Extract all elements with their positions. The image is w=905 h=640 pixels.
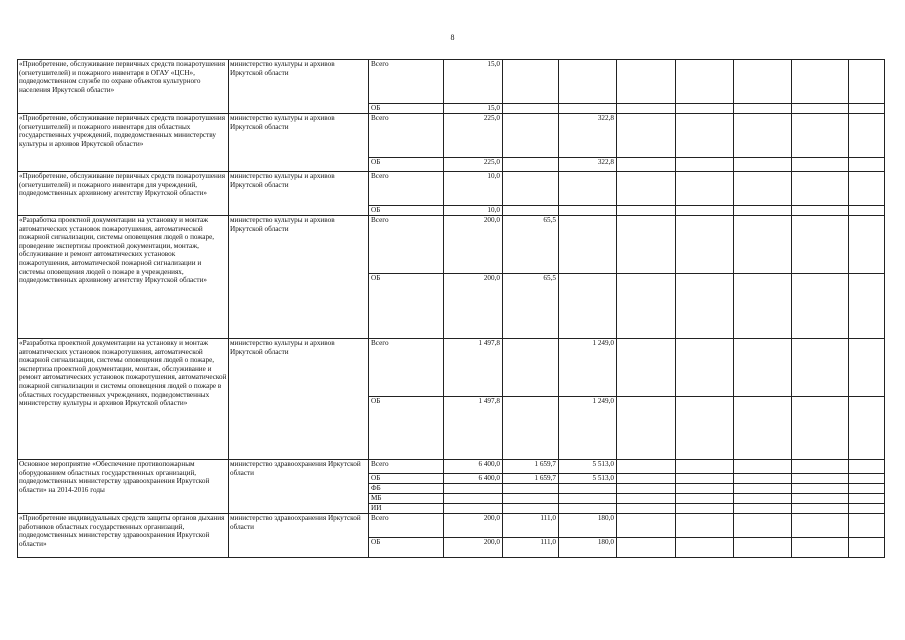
empty-cell xyxy=(617,206,676,216)
amount-cell-c3 xyxy=(559,172,617,206)
empty-cell xyxy=(849,494,885,504)
amount-cell-c1: 10,0 xyxy=(444,172,503,206)
empty-cell xyxy=(676,504,734,514)
empty-cell xyxy=(849,460,885,474)
empty-cell xyxy=(617,60,676,104)
empty-cell xyxy=(676,339,734,397)
empty-cell xyxy=(676,484,734,494)
empty-cell xyxy=(849,158,885,172)
amount-cell-c1: 225,0 xyxy=(444,158,503,172)
empty-cell xyxy=(792,538,849,558)
empty-cell xyxy=(734,172,792,206)
amount-cell-c2: 111,0 xyxy=(503,514,559,538)
empty-cell xyxy=(734,538,792,558)
funding-source-cell: ОБ xyxy=(369,104,444,114)
empty-cell xyxy=(676,460,734,474)
empty-cell xyxy=(676,172,734,206)
empty-cell xyxy=(849,538,885,558)
empty-cell xyxy=(849,504,885,514)
program-funding-table xyxy=(17,59,885,558)
empty-cell xyxy=(617,397,676,460)
empty-cell xyxy=(792,504,849,514)
executor-cell: министерство культуры и архивов Иркутской области xyxy=(229,60,369,114)
empty-cell xyxy=(792,206,849,216)
empty-cell xyxy=(849,60,885,104)
amount-cell-c3 xyxy=(559,60,617,104)
empty-cell xyxy=(676,216,734,274)
amount-cell-c3 xyxy=(559,504,617,514)
empty-cell xyxy=(676,397,734,460)
empty-cell xyxy=(734,104,792,114)
event-name-cell: «Приобретение, обслуживание первичных средств пожаротушения (огнетушителей) и пожарного инвентаря для учреждений, подведомственных архивному агентству Иркутской области» xyxy=(18,172,229,216)
empty-cell xyxy=(849,339,885,397)
empty-cell xyxy=(849,172,885,206)
empty-cell xyxy=(734,206,792,216)
empty-cell xyxy=(617,474,676,484)
funding-source-cell: Всего xyxy=(369,172,444,206)
event-name-cell: «Разработка проектной документации на установку и монтаж автоматических установок пожаротушения, автоматической пожарной сигнализации, системы оповещения людей о пожаре, проведение экспертизы проектной документации, монтаж, обслуживание и ремонт автоматических установок пожаротушения, автоматической пожарной сигнализации и системы оповещения людей о пожаре в учреждениях, подведомственных архивному агентству Иркутской области» xyxy=(18,216,229,339)
funding-source-cell: Всего xyxy=(369,60,444,104)
empty-cell xyxy=(734,484,792,494)
empty-cell xyxy=(617,504,676,514)
empty-cell xyxy=(792,474,849,484)
empty-cell xyxy=(676,538,734,558)
amount-cell-c1: 1 497,8 xyxy=(444,339,503,397)
empty-cell xyxy=(676,158,734,172)
amount-cell-c3: 180,0 xyxy=(559,538,617,558)
empty-cell xyxy=(734,114,792,158)
amount-cell-c1: 200,0 xyxy=(444,216,503,274)
empty-cell xyxy=(617,104,676,114)
funding-source-cell: Всего xyxy=(369,114,444,158)
empty-cell xyxy=(849,114,885,158)
empty-cell xyxy=(617,514,676,538)
funding-source-cell: МБ xyxy=(369,494,444,504)
empty-cell xyxy=(617,216,676,274)
funding-source-cell: ФБ xyxy=(369,484,444,494)
empty-cell xyxy=(792,339,849,397)
table-row xyxy=(18,172,885,206)
amount-cell-c2: 65,5 xyxy=(503,274,559,339)
event-name-cell: Основное мероприятие «Обеспечение противопожарным оборудованием областных государственных организаций, подведомственных министерству здравоохранения Иркутской области» на 2014-2016 годы xyxy=(18,460,229,514)
amount-cell-c1 xyxy=(444,494,503,504)
empty-cell xyxy=(617,172,676,206)
empty-cell xyxy=(617,494,676,504)
amount-cell-c1: 225,0 xyxy=(444,114,503,158)
amount-cell-c2 xyxy=(503,206,559,216)
amount-cell-c3: 5 513,0 xyxy=(559,460,617,474)
amount-cell-c2 xyxy=(503,172,559,206)
funding-source-cell: Всего xyxy=(369,514,444,538)
empty-cell xyxy=(617,460,676,474)
empty-cell xyxy=(734,474,792,484)
empty-cell xyxy=(676,274,734,339)
empty-cell xyxy=(676,114,734,158)
amount-cell-c3: 322,8 xyxy=(559,158,617,172)
empty-cell xyxy=(792,114,849,158)
executor-cell: министерство культуры и архивов Иркутской области xyxy=(229,339,369,460)
empty-cell xyxy=(734,158,792,172)
empty-cell xyxy=(792,460,849,474)
empty-cell xyxy=(792,514,849,538)
empty-cell xyxy=(734,274,792,339)
amount-cell-c1: 15,0 xyxy=(444,104,503,114)
funding-source-cell: ОБ xyxy=(369,206,444,216)
empty-cell xyxy=(617,274,676,339)
amount-cell-c1: 200,0 xyxy=(444,274,503,339)
table-row xyxy=(18,339,885,397)
amount-cell-c1: 200,0 xyxy=(444,514,503,538)
empty-cell xyxy=(792,397,849,460)
funding-source-cell: ОБ xyxy=(369,158,444,172)
executor-cell: министерство культуры и архивов Иркутской области xyxy=(229,216,369,339)
amount-cell-c1 xyxy=(444,504,503,514)
amount-cell-c3 xyxy=(559,206,617,216)
page-number: 8 xyxy=(450,33,455,42)
executor-cell: министерство культуры и архивов Иркутской области xyxy=(229,172,369,216)
funding-source-cell: Всего xyxy=(369,339,444,397)
funding-source-cell: ОБ xyxy=(369,274,444,339)
table-row xyxy=(18,460,885,474)
amount-cell-c3: 322,8 xyxy=(559,114,617,158)
amount-cell-c3: 180,0 xyxy=(559,514,617,538)
amount-cell-c2 xyxy=(503,104,559,114)
empty-cell xyxy=(792,494,849,504)
empty-cell xyxy=(676,206,734,216)
empty-cell xyxy=(849,206,885,216)
amount-cell-c2 xyxy=(503,504,559,514)
amount-cell-c2 xyxy=(503,158,559,172)
amount-cell-c2 xyxy=(503,484,559,494)
empty-cell xyxy=(676,474,734,484)
table-row xyxy=(18,60,885,104)
event-name-cell: «Разработка проектной документации на установку и монтаж автоматических установок пожаротушения, автоматической пожарной сигнализации, системы оповещения людей о пожаре, экспертиза проектной документации, монтаж, обслуживание и ремонт автоматических установок пожаротушения, автоматической пожарной сигнализации и системы оповещения людей о пожаре в областных государственных учреждениях, подведомственных министерству культуры и архивов Иркутской области» xyxy=(18,339,229,460)
empty-cell xyxy=(792,104,849,114)
amount-cell-c3: 5 513,0 xyxy=(559,474,617,484)
amount-cell-c1: 1 497,8 xyxy=(444,397,503,460)
amount-cell-c3 xyxy=(559,216,617,274)
empty-cell xyxy=(617,484,676,494)
empty-cell xyxy=(676,104,734,114)
amount-cell-c1: 6 400,0 xyxy=(444,460,503,474)
empty-cell xyxy=(849,484,885,494)
empty-cell xyxy=(849,514,885,538)
amount-cell-c3 xyxy=(559,484,617,494)
empty-cell xyxy=(676,514,734,538)
empty-cell xyxy=(849,216,885,274)
table-row xyxy=(18,216,885,274)
empty-cell xyxy=(617,339,676,397)
executor-cell: министерство здравоохранения Иркутской области xyxy=(229,514,369,558)
amount-cell-c2: 1 659,7 xyxy=(503,474,559,484)
executor-cell: министерство здравоохранения Иркутской области xyxy=(229,460,369,514)
amount-cell-c2 xyxy=(503,114,559,158)
empty-cell xyxy=(849,474,885,484)
empty-cell xyxy=(617,538,676,558)
empty-cell xyxy=(792,216,849,274)
funding-source-cell: ИИ xyxy=(369,504,444,514)
event-name-cell: «Приобретение индивидуальных средств защиты органов дыхания работников областных государственных организаций, подведомственных министерству здравоохранения Иркутской области» xyxy=(18,514,229,558)
amount-cell-c3 xyxy=(559,274,617,339)
empty-cell xyxy=(617,114,676,158)
amount-cell-c2: 1 659,7 xyxy=(503,460,559,474)
amount-cell-c3: 1 249,0 xyxy=(559,397,617,460)
empty-cell xyxy=(849,104,885,114)
empty-cell xyxy=(849,397,885,460)
amount-cell-c2 xyxy=(503,494,559,504)
table-row xyxy=(18,114,885,158)
amount-cell-c1 xyxy=(444,484,503,494)
table-row xyxy=(18,514,885,538)
amount-cell-c3 xyxy=(559,494,617,504)
empty-cell xyxy=(734,504,792,514)
amount-cell-c2 xyxy=(503,397,559,460)
amount-cell-c1: 6 400,0 xyxy=(444,474,503,484)
event-name-cell: «Приобретение, обслуживание первичных средств пожаротушения (огнетушителей) и пожарного инвентаря в ОГАУ «ЦСН», подведомственном службе по охране объектов культурного населения Иркутской области» xyxy=(18,60,229,114)
funding-source-cell: ОБ xyxy=(369,538,444,558)
empty-cell xyxy=(676,60,734,104)
empty-cell xyxy=(849,274,885,339)
empty-cell xyxy=(734,397,792,460)
amount-cell-c1: 10,0 xyxy=(444,206,503,216)
amount-cell-c2 xyxy=(503,339,559,397)
amount-cell-c1: 200,0 xyxy=(444,538,503,558)
empty-cell xyxy=(617,158,676,172)
empty-cell xyxy=(676,494,734,504)
amount-cell-c2: 65,5 xyxy=(503,216,559,274)
empty-cell xyxy=(734,514,792,538)
amount-cell-c2: 111,0 xyxy=(503,538,559,558)
empty-cell xyxy=(792,274,849,339)
funding-source-cell: Всего xyxy=(369,216,444,274)
amount-cell-c1: 15,0 xyxy=(444,60,503,104)
amount-cell-c3 xyxy=(559,104,617,114)
amount-cell-c3: 1 249,0 xyxy=(559,339,617,397)
empty-cell xyxy=(734,339,792,397)
empty-cell xyxy=(734,460,792,474)
amount-cell-c2 xyxy=(503,60,559,104)
empty-cell xyxy=(792,172,849,206)
event-name-cell: «Приобретение, обслуживание первичных средств пожаротушения (огнетушителей) и пожарного инвентаря для областных государственных учреждений, подведомственных министерству культуры и архивов Иркутской области» xyxy=(18,114,229,172)
funding-source-cell: Всего xyxy=(369,460,444,474)
empty-cell xyxy=(792,484,849,494)
empty-cell xyxy=(792,60,849,104)
funding-source-cell: ОБ xyxy=(369,474,444,484)
empty-cell xyxy=(734,60,792,104)
funding-source-cell: ОБ xyxy=(369,397,444,460)
executor-cell: министерство культуры и архивов Иркутской области xyxy=(229,114,369,172)
empty-cell xyxy=(792,158,849,172)
empty-cell xyxy=(734,216,792,274)
empty-cell xyxy=(734,494,792,504)
